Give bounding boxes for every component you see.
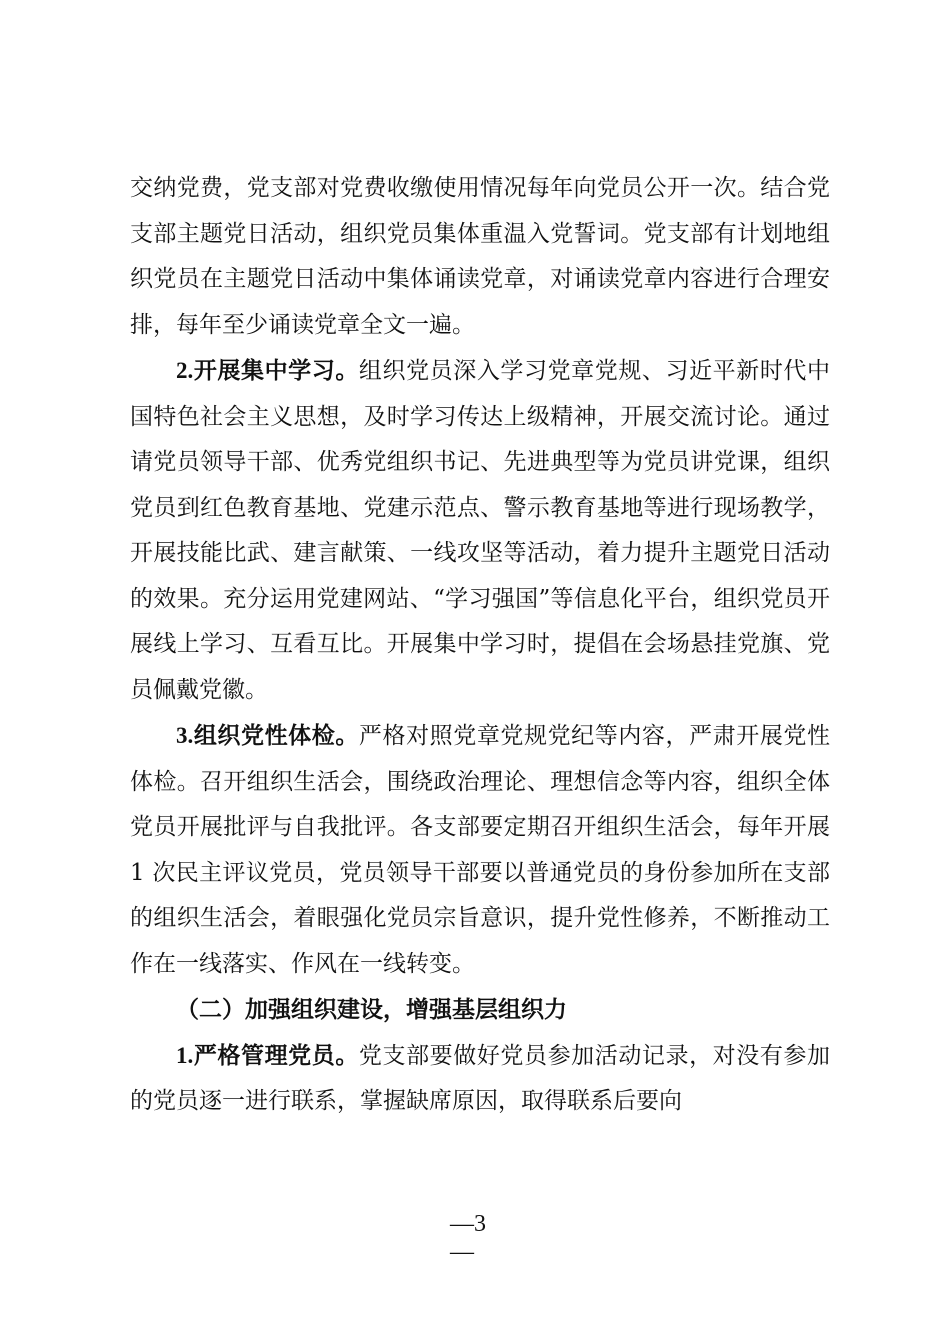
section-heading: （二）加强组织建设，增强基层组织力 xyxy=(176,996,567,1023)
page-number-line: —3 xyxy=(450,1211,486,1237)
paragraph-lead: 1.严格管理党员。 xyxy=(176,1042,359,1068)
paragraph-text: 交纳党费，党支部对党费收缴使用情况每年向党员公开一次。结合党支部主题党日活动，组织党员集体重温入党誓词。党支部有计划地组织党员在主题党日活动中集体诵读党章，对诵读党章内容进行合理安排，每年至少诵读党章全文一遍。 xyxy=(130,175,830,338)
paragraph-lead: 3.组织党性体检。 xyxy=(176,723,359,748)
paragraph-continuation xyxy=(130,166,830,348)
paragraph-text: 党支部要做好党员参加活动记录，对没有参加的党员逐一进行联系，掌握缺席原因，取得联系后要向 xyxy=(130,1042,831,1114)
paragraph-member-management xyxy=(130,1033,830,1125)
paragraph-lead: 2.开展集中学习。 xyxy=(176,358,359,383)
paragraph-collective-study xyxy=(130,348,830,713)
document-body xyxy=(130,166,830,1125)
paragraph-text: 组织党员深入学习党章党规、习近平新时代中国特色社会主义思想，及时学习传达上级精神，开展交流讨论。通过请党员领导干部、优秀党组织书记、先进典型等为党员讲党课，组织党员到红色教育基地、党建示范点、警示教育基地等进行现场教学，开展技能比武、建言献策、一线攻坚等活动，着力提升主题党日活动的效果。充分运用党建网站、“学习强国”等信息化平台，组织党员开展线上学习、互看互比。开展集中学习时，提倡在会场悬挂党旗、党员佩戴党徽。 xyxy=(130,358,831,703)
paragraph-text: 严格对照党章党规党纪等内容，严肃开展党性体检。召开组织生活会，围绕政治理论、理想信念等内容，组织全体党员开展批评与自我批评。各支部要定期召开组织生活会，每年开展 1 次民主评议党员，党员领导干部要以普通党员的身份参加所在支部的组织生活会，着眼强化党员宗旨意识，提升党性修养，不断推动工作在一线落实、作风在一线转变。 xyxy=(130,723,831,977)
page-number-dash: — xyxy=(450,1239,474,1265)
paragraph-party-checkup xyxy=(130,713,830,987)
page-number xyxy=(450,1210,510,1266)
